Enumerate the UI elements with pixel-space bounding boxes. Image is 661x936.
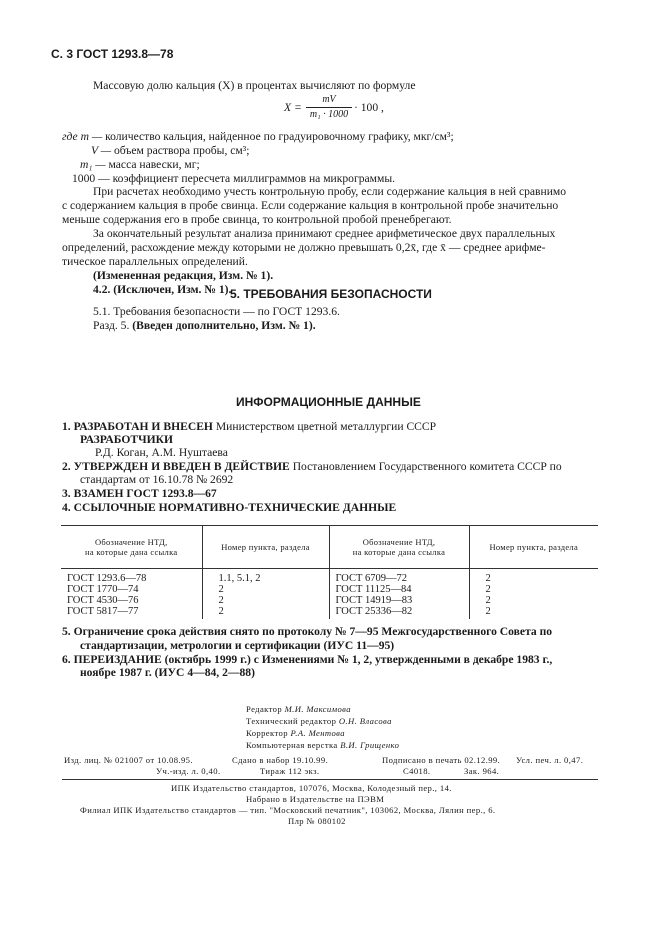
imprint-sheets: Усл. печ. л. 0,47. <box>516 755 584 765</box>
info-item-6-line-1: 6. ПЕРЕИЗДАНИЕ (октябрь 1999 г.) с Изменениями № 1, 2, утвержденными в декабре 1983 г., <box>62 653 553 666</box>
definition-symbol: V — <box>91 144 112 157</box>
info-item-1-bold: РАЗРАБОТАН И ВНЕСЕН <box>73 420 213 433</box>
table-header-row <box>61 526 598 569</box>
col-doc-header <box>61 526 202 569</box>
right-doc: ГОСТ 6709—72 <box>329 569 469 585</box>
info-item-5-line-2: стандартизации, метрологии и сертификации (ИУС 11—95) <box>80 639 395 652</box>
right-doc: ГОСТ 25336—82 <box>329 606 469 619</box>
credit-corrector <box>246 727 345 739</box>
col-doc-header <box>329 526 469 569</box>
razd-5-note <box>93 319 316 333</box>
left-item: 2 <box>202 595 329 606</box>
right-item: 2 <box>469 584 598 595</box>
definition-m <box>62 130 454 144</box>
info-item-2 <box>62 460 562 474</box>
left-item: 2 <box>202 606 329 619</box>
credit-label: Корректор <box>246 728 288 738</box>
formula-rhs: · 100 , <box>354 101 384 114</box>
col-doc-line-1: Обозначение НТД, <box>362 537 436 547</box>
right-item: 2 <box>469 606 598 619</box>
info-item-2-text2: стандартам от 16.10.78 № 2692 <box>80 473 234 486</box>
credit-editor <box>246 703 351 715</box>
info-item-1-text: Министерством цветной металлургии СССР <box>215 420 437 433</box>
definition-text: масса навески, мг; <box>108 158 200 171</box>
col-item-header: Номер пункта, раздела <box>202 526 329 569</box>
credit-person: М.И. Максимова <box>284 704 351 714</box>
definition-text: коэффициент пересчета миллиграммов на микрограммы. <box>112 172 396 185</box>
credit-label: Компьютерная верстка <box>246 740 338 750</box>
item-4-2: 4.2. (Исключен, Изм. № 1). <box>93 283 232 296</box>
left-item: 2 <box>202 584 329 595</box>
credit-person: Р.А. Ментова <box>290 728 345 738</box>
reference-table <box>61 526 598 619</box>
left-doc: ГОСТ 4530—76 <box>67 595 139 606</box>
definition-symbol: где m — <box>62 130 103 143</box>
imprint-run: Тираж 112 экз. <box>260 766 320 776</box>
left-doc: ГОСТ 1770—74 <box>67 584 139 595</box>
left-doc: ГОСТ 1293.6—78 <box>67 573 147 584</box>
razd-note: (Введен дополнительно, Изм. № 1). <box>132 319 316 332</box>
info-item-2-text: Постановлением Государственного комитета СССР по <box>292 460 562 473</box>
item-5-1: 5.1. Требования безопасности — по ГОСТ 1293.6. <box>93 305 340 318</box>
col-item-header: Номер пункта, раздела <box>469 526 598 569</box>
right-doc: ГОСТ 14919—83 <box>329 595 469 606</box>
info-item-1 <box>62 420 436 434</box>
credit-layout <box>246 739 399 751</box>
section-5-title: 5. ТРЕБОВАНИЯ БЕЗОПАСНОСТИ <box>230 287 432 301</box>
control-line-3: меньше содержания его в пробе свинца, то контрольной пробой пренебрегают. <box>62 213 452 226</box>
col-doc-line-2: на которые дана ссылка <box>85 547 178 557</box>
definition-symbol: m₁ — <box>80 158 106 171</box>
edition-note: (Измененная редакция, Изм. № 1). <box>93 269 274 282</box>
fraction-bar <box>306 107 352 108</box>
credit-person: В.И. Грищенко <box>340 740 400 750</box>
imprint-plr: Плр № 080102 <box>288 816 346 826</box>
imprint-code: С4018. <box>403 766 431 776</box>
result-line-2: определений, расхождение между которыми не должно превышать 0,2x̄, где x̄ — среднее арифме- <box>62 241 546 254</box>
credit-tech-editor <box>246 715 392 727</box>
table-row <box>61 606 598 619</box>
right-item: 2 <box>469 569 598 585</box>
table-row <box>61 595 598 606</box>
col-doc-line-2: на которые дана ссылка <box>352 547 446 557</box>
info-item-2-num: 2. <box>62 460 71 473</box>
credit-person: О.Н. Власова <box>338 716 392 726</box>
imprint-branch: Филиал ИПК Издательство стандартов — тип. "Московский печатник", 103062, Москва, Лялин пер., 6. <box>80 805 496 815</box>
page-header: С. 3 ГОСТ 1293.8—78 <box>51 47 174 61</box>
right-item: 2 <box>469 595 598 606</box>
result-line-1: За окончательный результат анализа принимают среднее арифметическое двух параллельных <box>93 227 556 240</box>
control-line-2: с содержанием кальция в пробе свинца. Если содержание кальция в контрольной пробе значительно <box>62 199 559 212</box>
left-doc: ГОСТ 5817—77 <box>67 606 139 617</box>
imprint-sent: Сдано в набор 19.10.99. <box>232 755 329 765</box>
formula-lhs: X = <box>284 101 302 114</box>
info-item-1-authors: Р.Д. Коган, А.М. Нуштаева <box>95 446 228 459</box>
imprint-rule <box>62 779 598 780</box>
info-item-5-line-1: 5. Ограничение срока действия снято по протоколу № 7—95 Межгосударственного Совета по <box>62 625 553 638</box>
control-line-1: При расчетах необходимо учесть контрольную пробу, если содержание кальция в ней сравнимо <box>93 185 567 198</box>
definition-text: количество кальция, найденное по градуировочному графику, мкг/см³; <box>105 130 454 143</box>
imprint-publisher: ИПК Издательство стандартов, 107076, Москва, Колодезный пер., 14. <box>171 783 452 793</box>
imprint-license: Изд. лиц. № 021007 от 10.08.95. <box>64 755 193 765</box>
imprint-typeset: Набрано в Издательстве на ПЭВМ <box>246 794 385 804</box>
razd-prefix: Разд. 5. <box>93 319 130 332</box>
credit-label: Технический редактор <box>246 716 337 726</box>
definition-text: объем раствора пробы, см³; <box>114 144 250 157</box>
formula-intro: Массовую долю кальция (X) в процентах вычисляют по формуле <box>93 79 416 92</box>
definition-symbol: 1000 — <box>72 172 110 185</box>
imprint-pub-sheets: Уч.-изд. л. 0,40. <box>156 766 221 776</box>
result-line-3: тическое параллельных определений. <box>62 255 248 268</box>
formula-denominator: m₁ · 1000 <box>309 109 349 120</box>
info-item-4: 4. ССЫЛОЧНЫЕ НОРМАТИВНО-ТЕХНИЧЕСКИЕ ДАННЫЕ <box>62 501 397 514</box>
definition-m1 <box>80 158 200 172</box>
right-doc: ГОСТ 11125—84 <box>329 584 469 595</box>
formula-numerator: mV <box>322 94 336 105</box>
definition-1000 <box>72 172 395 186</box>
left-item: 1.1, 5.1, 2 <box>202 569 329 585</box>
info-item-2-bold: УТВЕРЖДЕН И ВВЕДЕН В ДЕЙСТВИЕ <box>73 460 290 473</box>
col-doc-line-1: Обозначение НТД, <box>94 537 168 547</box>
credit-label: Редактор <box>246 704 283 714</box>
info-title: ИНФОРМАЦИОННЫЕ ДАННЫЕ <box>236 395 421 409</box>
info-item-6-line-2: ноябре 1987 г. (ИУС 4—84, 2—88) <box>80 666 255 679</box>
table-row <box>61 569 598 585</box>
info-item-1-num: 1. <box>62 420 71 433</box>
table-row <box>61 584 598 595</box>
imprint-order: Зак. 964. <box>464 766 500 776</box>
imprint-signed: Подписано в печать 02.12.99. <box>382 755 501 765</box>
definition-v <box>91 144 249 158</box>
info-item-3: 3. ВЗАМЕН ГОСТ 1293.8—67 <box>62 487 217 500</box>
info-item-1-sub: РАЗРАБОТЧИКИ <box>80 433 174 446</box>
